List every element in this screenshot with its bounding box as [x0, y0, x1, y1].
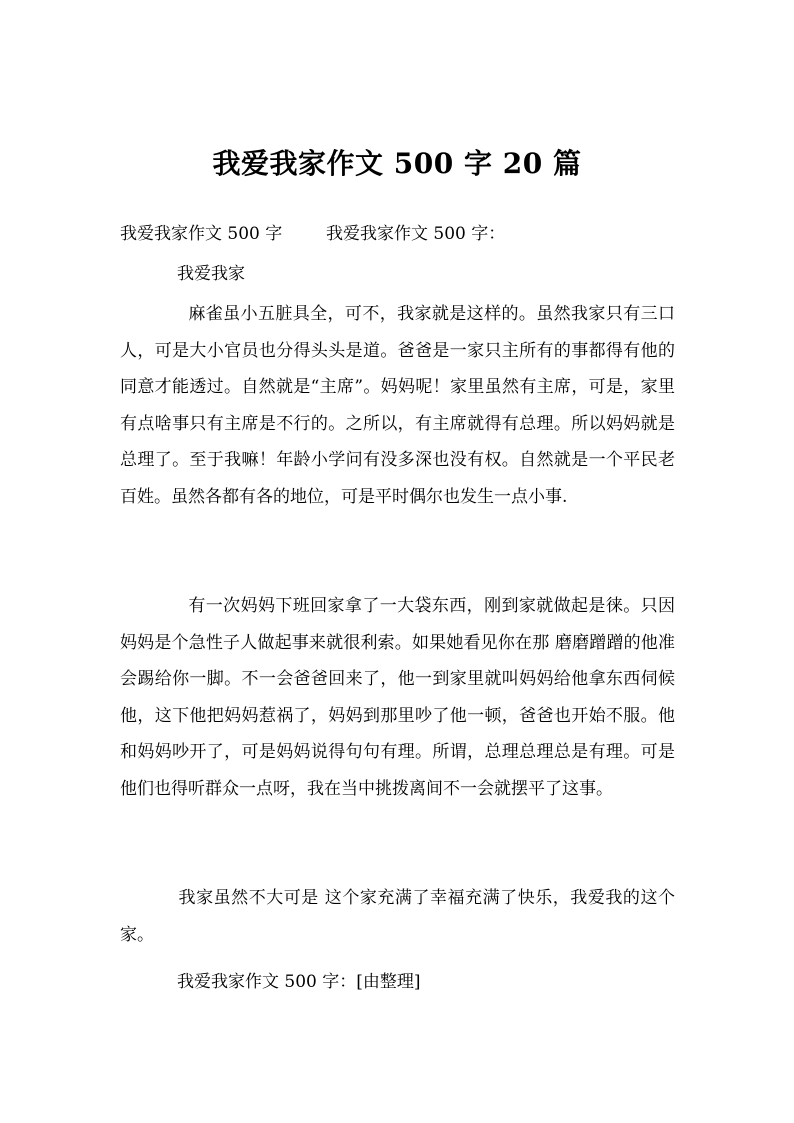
paragraph-2: [120, 588, 675, 807]
paragraph-1-text: 麻雀虽小五脏具全，可不，我家就是这样的。虽然我家只有三口人，可是大小官员也分得头头是道。爸爸是一家只主所有的事都得有他的同意才能透过。自然就是“主席”。妈妈呢！家里虽然有主席，可是，家里有点啥事只有主席是不行的。之所以，有主席就得有总理。所以妈妈就是总理了。至于我嘛！年龄小学问有没多深也没有权。自然就是一个平民老百姓。虽然各都有各的地位，可是平时偶尔也发生一点小事.: [120, 304, 675, 507]
subheading-right: 我爱我家作文 500 字：: [326, 224, 506, 244]
closing-line: 我爱我家作文 500 字：[由整理]: [177, 972, 421, 992]
document-title: 我爱我家作文 500 字 20 篇: [212, 147, 582, 180]
paragraph-1: [120, 296, 675, 515]
paragraph-3-text: 我家虽然不大可是 这个家充满了幸福充满了快乐，我爱我的这个家。: [120, 888, 675, 945]
subheading-left: 我爱我家作文 500 字: [120, 224, 283, 244]
paragraph-3: [120, 880, 675, 953]
paragraph-2-text: 有一次妈妈下班回家拿了一大袋东西，刚到家就做起是徕。只因妈妈是个急性子人做起事来就很利索。如果她看见你在那 磨磨蹭蹭的他准会踢给你一脚。不一会爸爸回来了，他一到家里就叫妈妈给他拿东西伺候他，这下他把妈妈惹祸了，妈妈到那里吵了他一顿，爸爸也开始不服。他和妈妈吵开了，可是妈妈说得句句有理。所谓，总理总理总是有理。可是他们也得听群众一点呀，我在当中挑拨离间不一会就摆平了这事。: [120, 596, 675, 799]
section-title: 我爱我家: [177, 264, 245, 284]
